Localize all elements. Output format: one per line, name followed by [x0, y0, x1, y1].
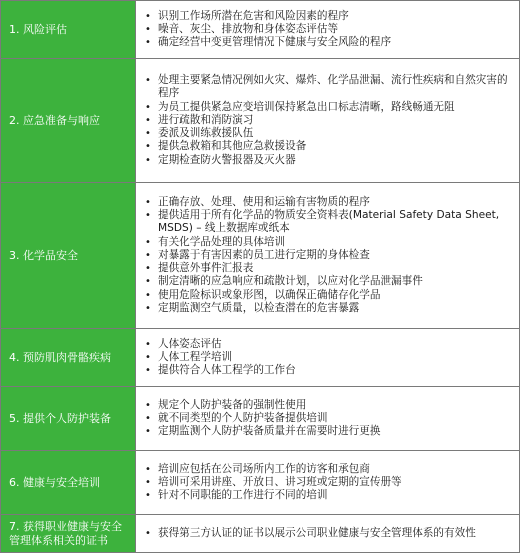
bullet-list — [136, 463, 511, 503]
content-cell — [136, 515, 520, 553]
list-item — [145, 235, 511, 249]
list-item — [145, 489, 511, 502]
list-item — [145, 337, 511, 351]
list-item — [145, 262, 511, 275]
list-item-text: 制定清晰的应急响应和疏散计划，以应对化学品泄漏事件 — [158, 275, 423, 288]
bullet-icon: • — [145, 303, 151, 315]
category-cell — [1, 329, 136, 387]
list-item-text: 获得第三方认证的证书以展示公司职业健康与安全管理体系的有效性 — [158, 526, 476, 539]
bullet-list — [136, 10, 511, 50]
list-item — [145, 302, 511, 315]
list-item — [145, 364, 511, 377]
list-item-text: 培训可采用讲座、开放日、讲习班或定期的宣传册等 — [158, 475, 402, 488]
list-item-text: 为员工提供紧急应变培训保持紧急出口标志清晰，路线畅通无阻 — [158, 100, 455, 113]
table-row — [1, 1, 520, 59]
category-label: 4. 预防肌肉骨骼疾病 — [9, 350, 111, 364]
list-item — [145, 153, 511, 167]
table-row — [1, 387, 520, 451]
list-item — [145, 127, 511, 140]
bullet-icon: • — [145, 114, 151, 126]
list-item-text: 噪音、灰尘、排放物和身体姿态评估等 — [158, 22, 339, 35]
list-item — [145, 275, 511, 288]
bullet-icon: • — [145, 476, 151, 488]
table-row — [1, 59, 520, 183]
bullet-icon: • — [145, 490, 151, 502]
list-item-text: 定期检查防火警报器及灭火器 — [158, 153, 296, 166]
category-label: 1. 风险评估 — [9, 22, 67, 36]
bullet-icon: • — [145, 289, 151, 301]
list-item — [145, 208, 511, 236]
list-item-text: 针对不同职能的工作进行不同的培训 — [158, 489, 328, 502]
category-cell — [1, 451, 136, 515]
bullet-icon: • — [145, 527, 151, 539]
list-item-text: 识别工作场所潜在危害和风险因素的程序 — [158, 9, 349, 22]
bullet-icon: • — [145, 338, 151, 350]
list-item — [145, 462, 511, 476]
bullet-icon: • — [145, 74, 151, 86]
bullet-icon: • — [145, 351, 151, 363]
list-item-text: 有关化学品处理的具体培训 — [158, 235, 286, 248]
list-item — [145, 36, 511, 49]
list-item-text: 培训应包括在公司场所内工作的访客和承包商 — [158, 462, 370, 475]
table-body — [1, 1, 520, 553]
bullet-icon: • — [145, 209, 151, 221]
bullet-list — [136, 399, 511, 439]
list-item-text: 确定经营中变更管理情况下健康与安全风险的程序 — [158, 36, 392, 49]
list-item — [145, 526, 511, 540]
bullet-list — [136, 196, 511, 316]
list-item — [145, 22, 511, 36]
bullet-icon: • — [145, 128, 151, 140]
bullet-icon: • — [145, 399, 151, 411]
bullet-list — [136, 338, 511, 378]
list-item-text: 进行疏散和消防演习 — [158, 113, 254, 126]
list-item — [145, 248, 511, 262]
list-item-text: 定期监测个人防护装备质量并在需要时进行更换 — [158, 425, 381, 438]
table-row — [1, 451, 520, 515]
list-item-text: 使用危险标识或象形图，以确保正确储存化学品 — [158, 288, 381, 301]
list-item-text: 规定个人防护装备的强制性使用 — [158, 398, 307, 411]
category-label: 6. 健康与安全培训 — [9, 475, 100, 489]
category-label: 7. 获得职业健康与安全管理体系相关的证书 — [9, 519, 122, 547]
list-item-text: 人体工程学培训 — [158, 350, 233, 363]
table-row — [1, 183, 520, 329]
list-item — [145, 195, 511, 209]
bullet-icon: • — [145, 154, 151, 166]
list-item — [145, 475, 511, 489]
list-item — [145, 411, 511, 425]
table-row — [1, 329, 520, 387]
bullet-icon: • — [145, 263, 151, 275]
list-item — [145, 350, 511, 364]
content-cell — [136, 1, 520, 59]
bullet-icon: • — [145, 426, 151, 438]
category-label: 5. 提供个人防护装备 — [9, 411, 111, 425]
bullet-list — [136, 527, 511, 540]
bullet-icon: • — [145, 276, 151, 288]
content-cell — [136, 387, 520, 451]
list-item-text: 提供急救箱和其他应急救援设备 — [158, 140, 307, 153]
list-item-text: 人体姿态评估 — [158, 337, 222, 350]
list-item-text: 委派及训练救援队伍 — [158, 127, 254, 140]
category-cell — [1, 515, 136, 553]
category-label: 3. 化学品安全 — [9, 248, 78, 262]
content-cell — [136, 183, 520, 329]
list-item — [145, 113, 511, 127]
category-cell — [1, 183, 136, 329]
bullet-icon: • — [145, 141, 151, 153]
bullet-icon: • — [145, 236, 151, 248]
bullet-icon: • — [145, 412, 151, 424]
bullet-icon: • — [145, 101, 151, 113]
category-cell — [1, 387, 136, 451]
list-item — [145, 100, 511, 114]
bullet-icon: • — [145, 463, 151, 475]
category-cell — [1, 59, 136, 183]
table-row — [1, 515, 520, 553]
bullet-icon: • — [145, 249, 151, 261]
list-item — [145, 73, 511, 101]
list-item-text: 提供符合人体工程学的工作台 — [158, 364, 296, 377]
bullet-icon: • — [145, 365, 151, 377]
content-cell — [136, 59, 520, 183]
content-cell — [136, 329, 520, 387]
category-label: 2. 应急准备与响应 — [9, 113, 100, 127]
bullet-icon: • — [145, 10, 151, 22]
list-item-text: 提供意外事件汇报表 — [158, 262, 254, 275]
list-item — [145, 398, 511, 412]
list-item — [145, 425, 511, 438]
list-item-text: 正确存放、处理、使用和运输有害物质的程序 — [158, 195, 370, 208]
list-item-text: 就不同类型的个人防护装备提供培训 — [158, 411, 328, 424]
list-item-text: 定期监测空气质量，以检查潜在的危害暴露 — [158, 302, 360, 315]
bullet-list — [136, 74, 511, 167]
category-cell — [1, 1, 136, 59]
list-item — [145, 288, 511, 302]
list-item-text: 处理主要紧急情况例如火灾、爆炸、化学品泄漏、流行性疾病和自然灾害的程序 — [158, 73, 508, 100]
content-cell — [136, 451, 520, 515]
list-item — [145, 9, 511, 23]
bullet-icon: • — [145, 37, 151, 49]
list-item — [145, 140, 511, 153]
bullet-icon: • — [145, 23, 151, 35]
list-item-text: 对暴露于有害因素的员工进行定期的身体检查 — [158, 248, 370, 261]
list-item-text: 提供适用于所有化学品的物质安全资料表(Material Safety Data Sheet, MSDS) – 线上数据库或纸本 — [158, 208, 500, 235]
bullet-icon: • — [145, 196, 151, 208]
